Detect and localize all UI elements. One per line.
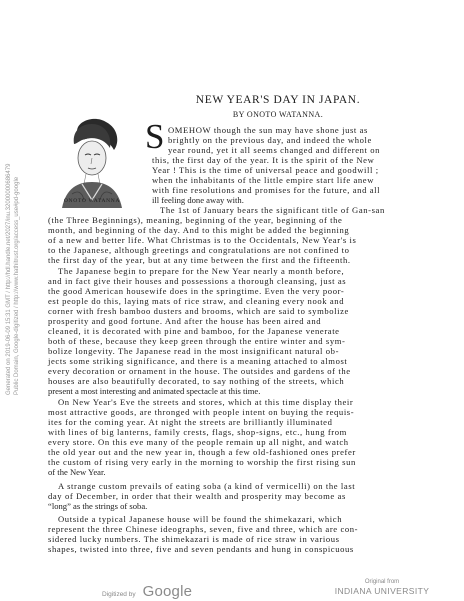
digitized-by-label: Digitized by — [102, 591, 136, 598]
text-line: with fine resolutions and promises for the future, and all — [152, 185, 381, 195]
text-line: bolize longevity. The Japanese read in the most insignificant natural ob- — [48, 346, 340, 356]
text-line: “long” as the strings of soba. — [48, 501, 148, 511]
watermark-line-generated: Generated on 2019-06-09 15:31 GMT / http://hdl.handle.net/2027/inu.32000000686479 — [6, 163, 12, 395]
digitized-by-google — [102, 583, 192, 599]
text-line: sidered lucky numbers. The shimekazari is made of rice straw in various — [48, 534, 340, 544]
text-line: year round, yet it all seems changed and different on — [168, 145, 381, 155]
text-line: brightly on the previous day, and indeed the whole — [168, 135, 372, 145]
author-portrait — [48, 114, 134, 210]
text-line: houses are also beautifully decorated, to say nothing of the streets, which — [48, 376, 345, 386]
text-line: (the Three Beginnings), meaning, beginning of the year, beginning of the — [48, 215, 343, 225]
text-line: Outside a typical Japanese house will be found the shimekazari, which — [58, 514, 343, 524]
drop-cap: S — [145, 117, 165, 156]
text-line: jects some striking significance, and there is a meaning attached to almost — [48, 356, 348, 366]
text-line: both of these, because they keep green through the entire winter and sym- — [48, 336, 346, 346]
original-from-label: Original from — [364, 579, 400, 585]
text-line: est people do this, laying mats of rice straw, and cleaning every nook and — [48, 296, 345, 306]
google-logo: Google — [142, 583, 193, 600]
text-line: most attractive goods, are thronged with people intent on buying the requis- — [48, 407, 355, 417]
original-from-block — [322, 578, 442, 596]
text-line: corner with fresh bamboo dusters and brooms, which are said to symbolize — [48, 306, 349, 316]
text-line: when the inhabitants of the little empire start life anew — [152, 175, 375, 185]
text-line: present a most interesting and animated spectacle at this time. — [48, 386, 261, 396]
institution-name: INDIANA UNIVERSITY — [334, 586, 430, 596]
text-line: represent the three Chinese ideographs, seven, five and three, which are con- — [48, 524, 359, 534]
text-line: OMEHOW though the sun may have shone just as — [168, 125, 369, 135]
text-line: of a new and better life. What Christmas is to the Occidentals, New Year's is — [48, 235, 357, 245]
article-title: NEW YEAR'S DAY IN JAPAN. — [195, 94, 361, 106]
text-line: the old year out and the new year in, though a few old-fashioned ones prefer — [48, 447, 356, 457]
text-line: prosperity and good fortune. And after the house has been aired and — [48, 316, 322, 326]
text-line: ill feeling done away with. — [152, 195, 244, 205]
text-line: The 1st of January bears the significant title of Gan-san — [160, 205, 385, 215]
text-line: the first day of the year, but at any time between the first and the fifteenth. — [48, 255, 351, 265]
portrait-caption: ONOTO WATANNA — [63, 198, 121, 204]
text-line: this, the first day of the year. It is the spirit of the New — [152, 155, 375, 165]
text-line: Year ! This is the time of universal peace and goodwill ; — [152, 165, 379, 175]
text-line: shapes, twisted into three, five and seven pendants and hung in conspicuous — [48, 544, 354, 554]
text-line: the custom of rising very early in the morning to worship the first rising sun — [48, 457, 356, 467]
text-line: A strange custom prevails of eating soba (a kind of vermicelli) on the last — [58, 481, 356, 491]
text-line: ites for the coming year. At night the streets are brilliantly illuminated — [48, 417, 333, 427]
text-line: and in fact give their houses and possessions a thorough cleansing, just as — [48, 276, 347, 286]
text-line: of the New Year. — [48, 467, 106, 477]
text-line: the good American housewife does in the springtime. Even the very poor- — [48, 286, 345, 296]
text-line: to the Japanese, although greetings and congratulations are not confined to — [48, 245, 350, 255]
text-line: day of December, in order that their wealth and prosperity may become as — [48, 491, 346, 501]
text-line: The Japanese begin to prepare for the New Year nearly a month before, — [58, 266, 345, 276]
text-line: On New Year's Eve the streets and stores, which at this time display their — [58, 397, 354, 407]
watermark-line-public-domain: Public Domain, Google-digitized / http://www.hathitrust.org/access_use#pd-google — [13, 176, 20, 395]
article-byline: BY ONOTO WATANNA. — [232, 110, 324, 119]
hathitrust-watermark — [6, 164, 21, 395]
text-line: every decoration or ornament in the house. The outsides and gardens of the — [48, 366, 351, 376]
text-line: month, and beginning of the day. And to this might be added the beginning — [48, 225, 350, 235]
text-line: every store. On this eve many of the people remain up all night, and watch — [48, 437, 349, 447]
text-line: with lines of big lanterns, family crests, flags, shop-signs, etc., hung from — [48, 427, 347, 437]
text-line: cleaned, it is decorated with pine and bamboo, for the Japanese venerate — [48, 326, 340, 336]
